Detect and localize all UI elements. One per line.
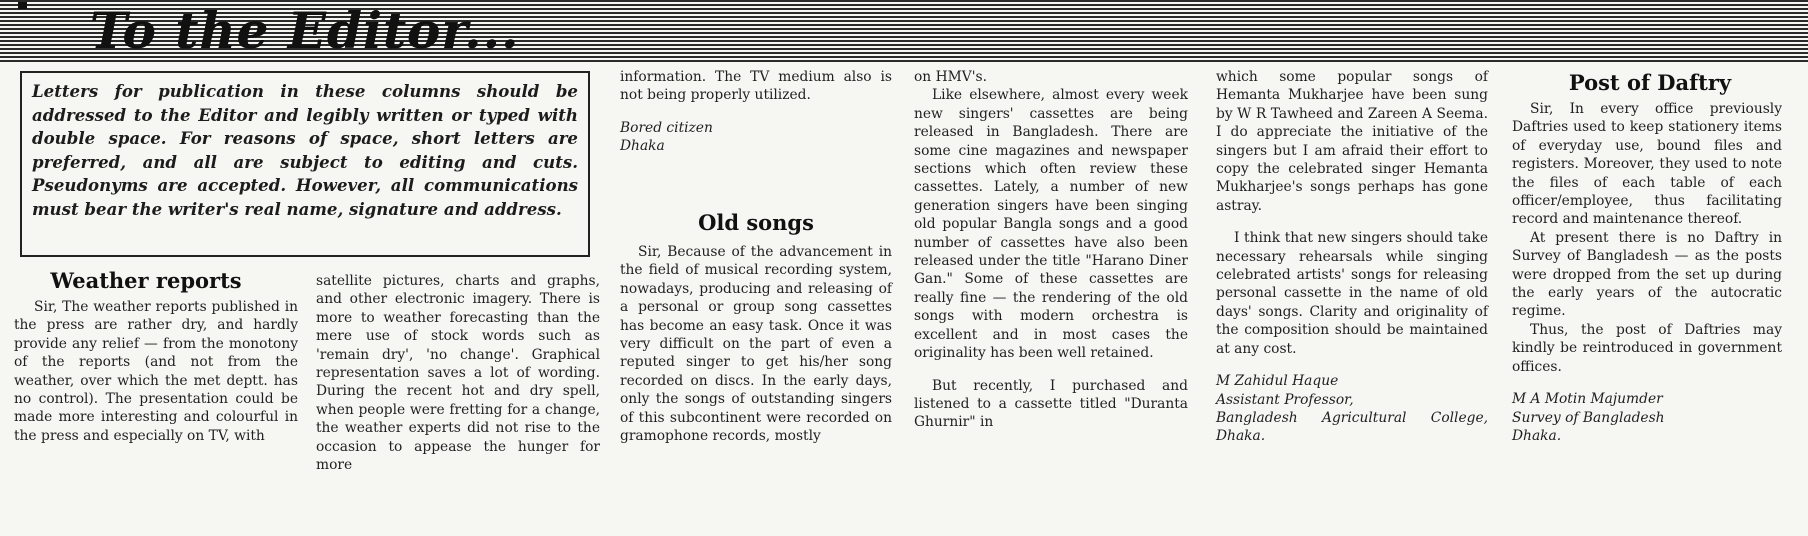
old-songs-signature-college: Bangladesh Agricultural College, Dhaka.	[1216, 409, 1488, 445]
old-songs-col3	[620, 243, 892, 445]
old-songs-body-part2c: But recently, I purchased and listened to a cassette titled "Duranta Ghurnir" in	[914, 377, 1188, 431]
old-songs-heading: Old songs	[698, 210, 814, 235]
daftry-signature-place: Dhaka.	[1512, 427, 1562, 444]
weather-body-part2: satellite pictures, charts and graphs, and other electronic imagery. There is more to weather forecasting than the mere use of stock words such as 'remain dry', 'no change'. Graphical representation saves a lot of wording. During the recent hot and dry spell, when people were fretting for a change, the weather experts did not rise to the occasion to appease the hunger for more	[316, 273, 600, 474]
banner-bullet	[18, 2, 27, 9]
daftry-paragraph-3: Thus, the post of Daftries may kindly be reintroduced in government offices.	[1512, 321, 1782, 375]
weather-body-part1: Sir, The weather reports published in the press are rather dry, and hardly provide any relief — from the monotony of the reports (and not from the weather, over which the met deptt. has no control). The presentation could be made more interesting and colourful in the press and especially on TV, with	[14, 299, 298, 444]
old-songs-signature-name: M Zahidul Haque	[1216, 373, 1339, 390]
weather-signature-place: Dhaka	[620, 138, 665, 155]
old-songs-body-part1: Sir, Because of the advancement in the field of musical recording system, nowadays, producing and releasing of a personal or group song cassettes has become an easy task. Once it was very difficult on the part of even a reputed singer to get his/her song recorded on discs. In the early days, only the songs of outstanding singers of this subcontinent were recorded on gramophone records, mostly	[620, 244, 892, 445]
old-songs-body-part2b: Like elsewhere, almost every week new singers' cassettes are being released in Bangladesh. There are some cine magazines and newspaper sections which often review these cassettes. Lately, a number of new generation singers have been singing old popular Bangla songs and a good number of cassettes have also been released under the title "Harano Diner Gan." Some of these cassettes are really fine — the rendering of the old songs with modern orchestra is excellent and in most cases the originality has been well retained.	[914, 87, 1188, 362]
weather-letter-col1	[14, 298, 298, 445]
old-songs-body-part3b: I think that new singers should take necessary rehearsals while singing celebrated artists' songs for releasing personal cassette in the name of old days' songs. Clarity and originality of the composition should be maintained at any cost.	[1216, 230, 1488, 357]
old-songs-col5	[1216, 68, 1488, 446]
daftry-paragraph-1: Sir, In every office previously Daftries used to keep stationery items of everyday use, bound files and registers. Moreover, they used to note the files of each table of each officer/employee, thus facilitating record and maintenance thereof.	[1512, 101, 1782, 228]
daftry-letter	[1512, 100, 1782, 445]
section-title: To the Editor...	[90, 1, 520, 60]
daftry-signature-org: Survey of Bangladesh	[1512, 409, 1665, 426]
daftry-paragraph-2: At present there is no Daftry in Survey of Bangladesh — as the posts were dropped from the set up during the early years of the autocratic regime.	[1512, 229, 1782, 320]
old-songs-body-part3a: which some popular songs of Hemanta Mukharjee have been sung by W R Tawheed and Zareen A Seema. I do appreciate the initiative of the singers but I am afraid their effort to copy the celebrated singer Hemanta Mukharjee's songs perhaps has gone astray.	[1216, 69, 1488, 214]
old-songs-col4	[914, 68, 1188, 432]
weather-heading: Weather reports	[50, 268, 242, 293]
old-songs-body-part2a: on HMV's.	[914, 69, 987, 85]
editorial-notice-box: Letters for publication in these columns should be addressed to the Editor and legibly written or typed with double space. For reasons of space, short letters are preferred, and all are subject to editing and cuts. Pseudonyms are accepted. However, all communications must bear the writer's real name, signature and address.	[20, 71, 590, 257]
daftry-signature-name: M A Motin Majumder	[1512, 391, 1663, 408]
masthead-banner	[0, 0, 1808, 62]
column-3	[620, 68, 892, 156]
weather-body-part3: information. The TV medium also is not being properly utilized.	[620, 69, 892, 104]
weather-signature-name: Bored citizen	[620, 119, 713, 136]
old-songs-signature-title: Assistant Professor,	[1216, 391, 1354, 408]
daftry-heading: Post of Daftry	[1568, 70, 1732, 95]
weather-letter-col2	[316, 272, 600, 474]
